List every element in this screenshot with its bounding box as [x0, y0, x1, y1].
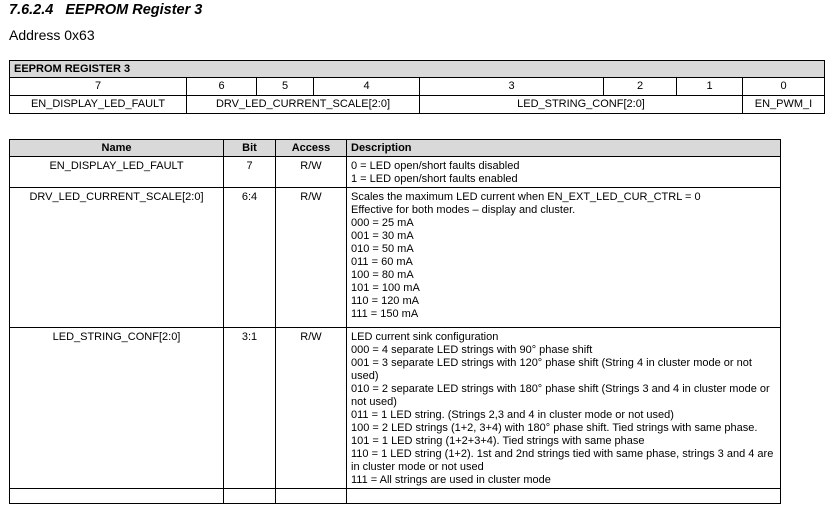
table-row: [10, 157, 781, 188]
description-line: 111 = All strings are used in cluster mode: [351, 474, 551, 486]
description-cell: [347, 328, 781, 489]
field-name-cell: DRV_LED_CURRENT_SCALE[2:0]: [10, 188, 224, 328]
description-line: 011 = 1 LED string. (Strings 2,3 and 4 in cluster mode or not used): [351, 409, 674, 421]
description-line: 011 = 60 mA: [351, 256, 413, 268]
column-header-access: Access: [276, 140, 347, 157]
description-line: 001 = 30 mA: [351, 230, 414, 242]
bit-number: 7: [10, 78, 187, 96]
column-header-name: Name: [10, 140, 224, 157]
register-bit-map-table: [9, 60, 825, 114]
table-row: [10, 328, 781, 489]
description-line: Scales the maximum LED current when EN_EXT_LED_CUR_CTRL = 0: [351, 191, 701, 203]
description-line: 100 = 80 mA: [351, 269, 414, 281]
section-number: 7.6.2.4: [9, 2, 54, 18]
register-table-title: EEPROM REGISTER 3: [10, 61, 825, 78]
empty-cell: [276, 489, 347, 504]
bit-range-cell: 7: [224, 157, 276, 188]
description-header-row: [10, 140, 781, 157]
bit-number: 1: [677, 78, 743, 96]
empty-cell: [10, 489, 224, 504]
description-line: 0 = LED open/short faults disabled: [351, 160, 520, 172]
description-line: 010 = 2 separate LED strings with 180° phase shift (Strings 3 and 4 in cluster mode or not used): [351, 383, 770, 408]
description-line: 110 = 1 LED string (1+2). 1st and 2nd strings tied with same phase, strings 3 and 4 are in cluster mode or not used: [351, 448, 774, 473]
bit-number-row: [10, 78, 825, 96]
bit-number: 3: [420, 78, 604, 96]
empty-cell: [347, 489, 781, 504]
section-title: EEPROM Register 3: [65, 2, 203, 18]
description-line: Effective for both modes – display and cluster.: [351, 204, 576, 216]
field-name: EN_PWM_I: [743, 96, 825, 114]
empty-cell: [224, 489, 276, 504]
description-cell: [347, 188, 781, 328]
description-line: 101 = 1 LED string (1+2+3+4). Tied strings with same phase: [351, 435, 645, 447]
bit-number: 6: [187, 78, 257, 96]
field-description-table: [9, 139, 781, 504]
description-line: 110 = 120 mA: [351, 295, 419, 307]
description-line: 1 = LED open/short faults enabled: [351, 173, 518, 185]
field-name-row: [10, 96, 825, 114]
description-line: 010 = 50 mA: [351, 243, 414, 255]
field-name-cell: EN_DISPLAY_LED_FAULT: [10, 157, 224, 188]
field-name: LED_STRING_CONF[2:0]: [420, 96, 743, 114]
table-row-partial: [10, 489, 781, 504]
bit-number: 0: [743, 78, 825, 96]
access-cell: R/W: [276, 188, 347, 328]
description-line: 111 = 150 mA: [351, 308, 419, 320]
table-row: [10, 188, 781, 328]
description-line: LED current sink configuration: [351, 331, 499, 343]
description-line: 000 = 25 mA: [351, 217, 414, 229]
bit-number: 4: [314, 78, 420, 96]
bit-number: 2: [604, 78, 677, 96]
access-cell: R/W: [276, 328, 347, 489]
bit-range-cell: 6:4: [224, 188, 276, 328]
register-address: Address 0x63: [9, 27, 95, 43]
field-name: EN_DISPLAY_LED_FAULT: [10, 96, 187, 114]
section-heading: [9, 2, 202, 18]
description-line: 000 = 4 separate LED strings with 90° phase shift: [351, 344, 593, 356]
bit-number: 5: [257, 78, 314, 96]
description-cell: [347, 157, 781, 188]
field-name: DRV_LED_CURRENT_SCALE[2:0]: [187, 96, 420, 114]
bit-range-cell: 3:1: [224, 328, 276, 489]
column-header-description: Description: [347, 140, 781, 157]
description-line: 101 = 100 mA: [351, 282, 420, 294]
description-line: 001 = 3 separate LED strings with 120° phase shift (String 4 in cluster mode or not used): [351, 357, 752, 382]
field-name-cell: LED_STRING_CONF[2:0]: [10, 328, 224, 489]
column-header-bit: Bit: [224, 140, 276, 157]
access-cell: R/W: [276, 157, 347, 188]
description-line: 100 = 2 LED strings (1+2, 3+4) with 180° phase shift. Tied strings with same phase.: [351, 422, 758, 434]
